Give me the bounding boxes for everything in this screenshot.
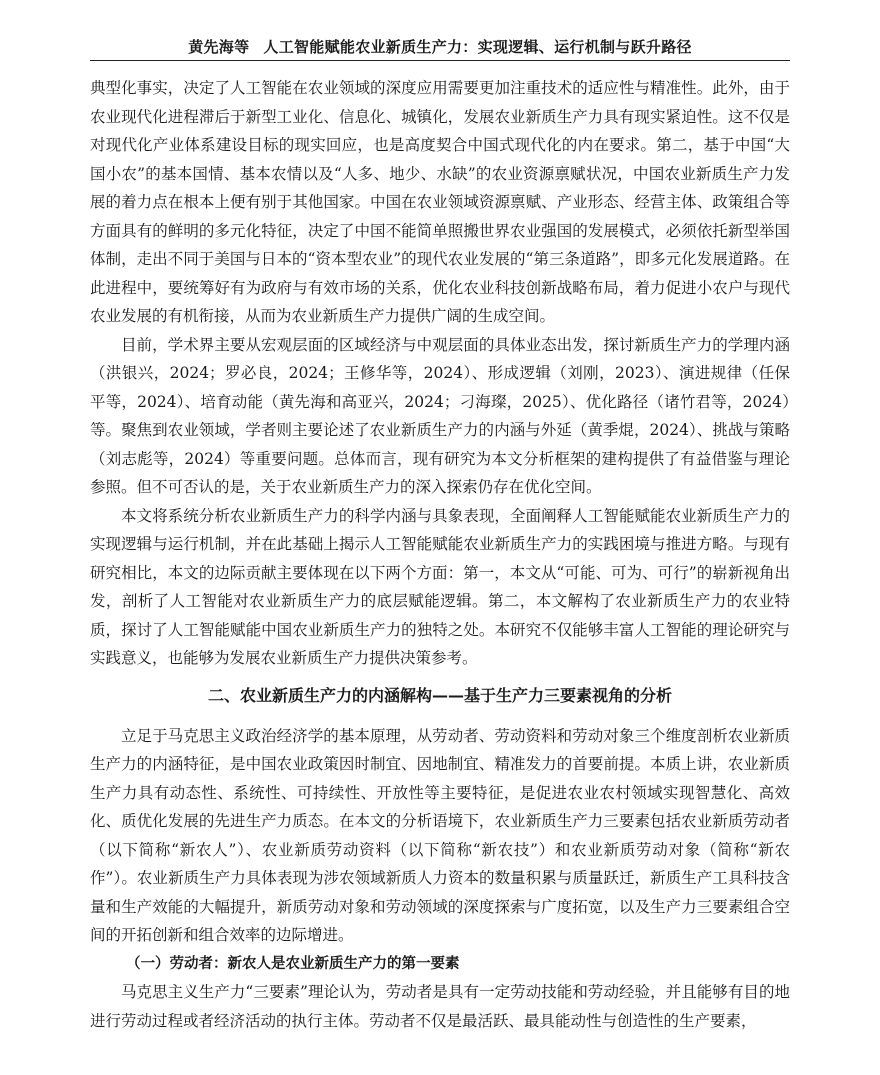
paragraph-contribution: 本文将系统分析农业新质生产力的科学内涵与具象表现，全面阐释人工智能赋能农业新质生产力的实现逻辑与运行机制，并在此基础上揭示人工智能赋能农业新质生产力的实践困境与推进方略。与现有研究相比，本文的边际贡献主要体现在以下两个方面：第一，本文从“可能、可为、可行”的崭新视角出发，剖析了人工智能对农业新质生产力的底层赋能逻辑。第二，本文解构了农业新质生产力的农业特质，探讨了人工智能赋能中国农业新质生产力的独特之处。本研究不仅能够丰富人工智能的理论研究与实践意义，也能够为发展农业新质生产力提供决策参考。 bbox=[90, 506, 790, 667]
article-body bbox=[90, 74, 790, 1035]
header-rule bbox=[90, 60, 790, 61]
header-authors: 黄先海等 bbox=[188, 38, 250, 56]
section-heading: 二、农业新质生产力的内涵解构——基于生产力三要素视角的分析 bbox=[207, 685, 672, 705]
header-title: 人工智能赋能农业新质生产力：实现逻辑、运行机制与跃升路径 bbox=[263, 38, 692, 56]
paragraph-literature-review: 目前，学术界主要从宏观层面的区域经济与中观层面的具体业态出发，探讨新质生产力的学理内涵（洪银兴，2024；罗必良，2024；王修华等，2024）、形成逻辑（刘刚，2023）、演进规律（任保平等，2024）、培育动能（黄先海和高亚兴，2024；刁海璨，2025）、优化路径（诸竹君等，2024）等。聚焦到农业领域，学者则主要论述了农业新质生产力的内涵与外延（黄季焜，2024）、挑战与策略（刘志彪等，2024）等重要问题。总体而言，现有研究为本文分析框架的建构提供了有益借鉴与理论参照。但不可否认的是，关于农业新质生产力的深入探索仍存在优化空间。 bbox=[90, 335, 790, 496]
paragraph-continued: 典型化事实，决定了人工智能在农业领域的深度应用需要更加注重技术的适应性与精准性。此外，由于农业现代化进程滞后于新型工业化、信息化、城镇化，发展农业新质生产力具有现实紧迫性。这不仅是对现代化产业体系建设目标的现实回应，也是高度契合中国式现代化的内在要求。第二，基于中国“大国小农”的基本国情、基本农情以及“人多、地少、水缺”的农业资源禀赋状况，中国农业新质生产力发展的着力点在根本上便有别于其他国家。中国在农业领域资源禀赋、产业形态、经营主体、政策组合等方面具有的鲜明的多元化特征，决定了中国不能简单照搬世界农业强国的发展模式，必须依托新型举国体制，走出不同于美国与日本的“资本型农业”的现代农业发展的“第三条道路”，即多元化发展道路。在此进程中，要统筹好有为政府与有效市场的关系，优化农业科技创新战略布局，着力促进小农户与现代农业发展的有机衔接，从而为农业新质生产力提供广阔的生成空间。 bbox=[90, 79, 790, 325]
running-header bbox=[90, 36, 790, 57]
paragraph-labor: 马克思主义生产力“三要素”理论认为，劳动者是具有一定劳动技能和劳动经验，并且能够有目的地进行劳动过程或者经济活动的执行主体。劳动者不仅是最活跃、最具能动性与创造性的生产要素， bbox=[90, 983, 790, 1030]
subsection-heading: （一）劳动者：新农人是农业新质生产力的第一要素 bbox=[126, 955, 460, 972]
paragraph-section-intro: 立足于马克思主义政治经济学的基本原理，从劳动者、劳动资料和劳动对象三个维度剖析农业新质生产力的内涵特征，是中国农业政策因时制宜、因地制宜、精准发力的首要前提。本质上讲，农业新质生产力具有动态性、系统性、可持续性、开放性等主要特征，是促进农业农村领域实现智慧化、高效化、质优化发展的先进生产力质态。在本文的分析语境下，农业新质生产力三要素包括农业新质劳动者（以下简称“新农人”）、农业新质劳动资料（以下简称“新农技”）和农业新质劳动对象（简称“新农作”）。农业新质生产力具体表现为涉农领域新质人力资本的数量积累与质量跃迁，新质生产工具科技含量和生产效能的大幅提升，新质劳动对象和劳动领域的深度探索与广度拓宽，以及生产力三要素组合空间的开拓创新和组合效率的边际增进。 bbox=[90, 726, 790, 944]
